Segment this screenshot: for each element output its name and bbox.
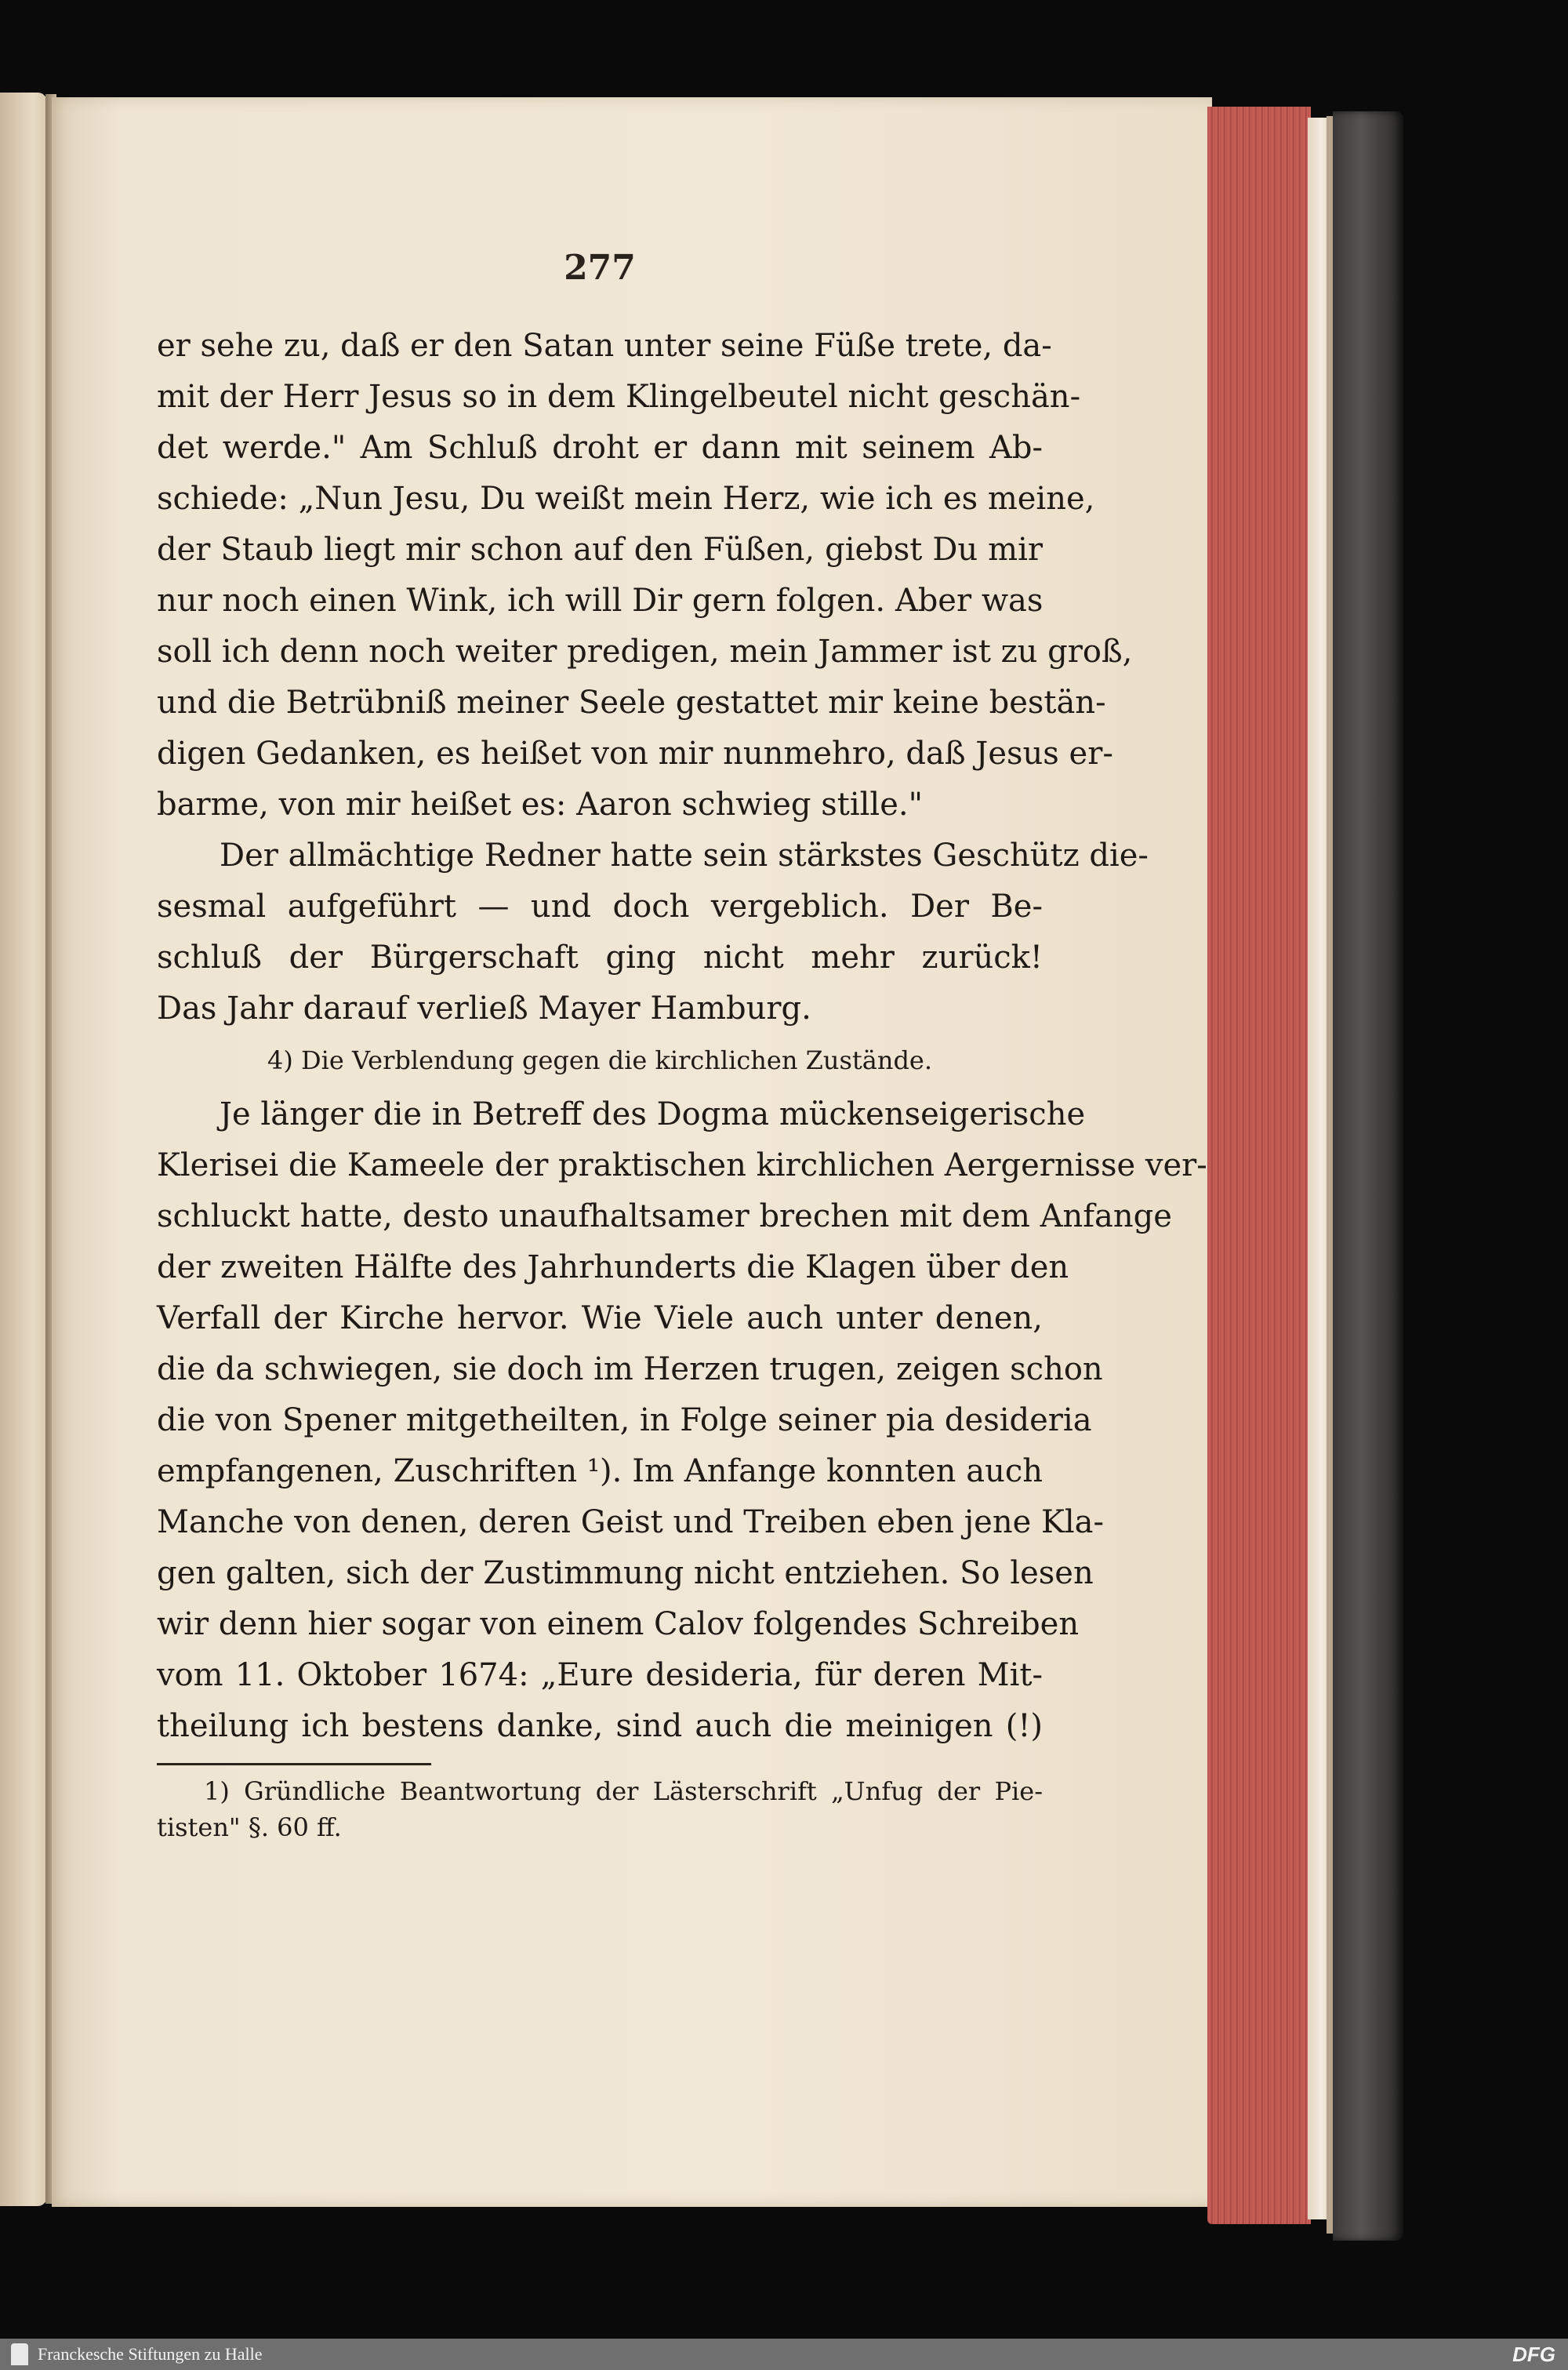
- page-block-red-edge: [1207, 107, 1311, 2224]
- footnote-line: 1) Gründliche Beantwortung der Lästerschrift „Unfug der Pie-: [204, 1776, 1043, 1806]
- page-number: 277: [564, 248, 636, 288]
- text-line: theilung ich bestens danke, sind auch die meinigen (!): [157, 1708, 1043, 1744]
- text-line: empfangenen, Zuschriften ¹). Im Anfange konnten auch: [157, 1453, 1043, 1489]
- text-line: schluckt hatte, desto unaufhaltsamer brechen mit dem Anfange: [157, 1198, 1172, 1234]
- text-line: und die Betrübniß meiner Seele gestattet mir keine bestän-: [157, 685, 1106, 721]
- dfg-logo: DFG: [1512, 2343, 1555, 2366]
- text-line: Der allmächtige Redner hatte sein stärkstes Geschütz die-: [220, 838, 1149, 874]
- text-line: gen galten, sich der Zustimmung nicht entziehen. So lesen: [157, 1555, 1094, 1591]
- text-line: der zweiten Hälfte des Jahrhunderts die Klagen über den: [157, 1249, 1069, 1285]
- text-line: er sehe zu, daß er den Satan unter seine Füße trete, da-: [157, 328, 1052, 364]
- text-line: nur noch einen Wink, ich will Dir gern folgen. Aber was: [157, 583, 1044, 619]
- text-line: soll ich denn noch weiter predigen, mein Jammer ist zu groß,: [157, 634, 1133, 670]
- viewer-footer-bar: [0, 2339, 1568, 2370]
- text-line: Klerisei die Kameele der praktischen kirchlichen Aergernisse ver-: [157, 1147, 1207, 1183]
- text-line: Das Jahr darauf verließ Mayer Hamburg.: [157, 991, 811, 1027]
- text-line: die von Spener mitgetheilten, in Folge seiner pia desideria: [157, 1402, 1092, 1438]
- text-line: det werde." Am Schluß droht er dann mit seinem Ab-: [157, 430, 1043, 466]
- text-line: sesmal aufgeführt — und doch vergeblich. Der Be-: [157, 889, 1043, 925]
- text-line: digen Gedanken, es heißet von mir nunmehro, daß Jesus er-: [157, 736, 1113, 772]
- text-line: schluß der Bürgerschaft ging nicht mehr zurück!: [157, 940, 1043, 976]
- text-line: wir denn hier sogar von einem Calov folgendes Schreiben: [157, 1606, 1080, 1642]
- text-line: Manche von denen, deren Geist und Treiben eben jene Kla-: [157, 1504, 1105, 1540]
- text-line: der Staub liegt mir schon auf den Füßen, giebst Du mir: [157, 532, 1043, 568]
- previous-page-edge: [0, 93, 47, 2206]
- text-line: vom 11. Oktober 1674: „Eure desideria, für deren Mit-: [157, 1657, 1043, 1693]
- footnote-line: tisten" §. 60 ff.: [157, 1812, 342, 1842]
- text-line: schiede: „Nun Jesu, Du weißt mein Herz, wie ich es meine,: [157, 481, 1095, 517]
- institution-name: Franckesche Stiftungen zu Halle: [38, 2344, 263, 2364]
- institution-logo-icon: [11, 2343, 28, 2365]
- text-line: die da schwiegen, sie doch im Herzen trugen, zeigen schon: [157, 1351, 1103, 1387]
- footnote-rule: [157, 1763, 431, 1765]
- text-line: Verfall der Kirche hervor. Wie Viele auch unter denen,: [157, 1300, 1043, 1336]
- book-cover: [1333, 111, 1403, 2241]
- text-line: mit der Herr Jesus so in dem Klingelbeutel nicht geschän-: [157, 379, 1081, 415]
- section-heading: 4) Die Verblendung gegen die kirchlichen Zustände.: [267, 1045, 933, 1075]
- text-line: barme, von mir heißet es: Aaron schwieg stille.": [157, 787, 924, 823]
- text-line: Je länger die in Betreff des Dogma mückenseigerische: [220, 1096, 1086, 1132]
